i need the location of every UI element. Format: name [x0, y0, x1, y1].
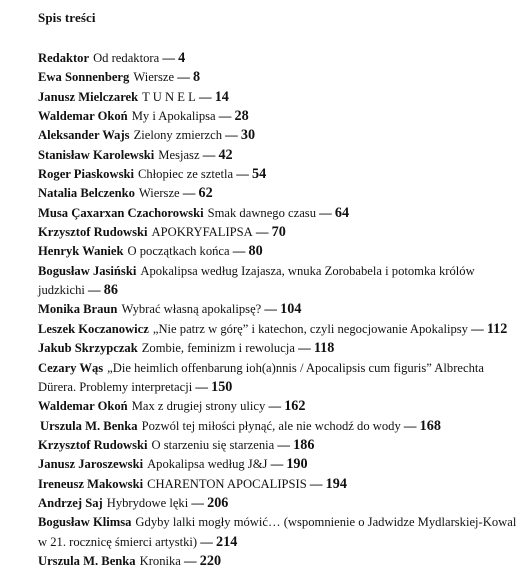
toc-entry-title: Kronika: [139, 553, 181, 568]
toc-entry-page-number: 80: [248, 243, 263, 260]
toc-entry-title: Mesjasz: [158, 147, 200, 162]
toc-entry: [38, 397, 522, 416]
toc-entry-author: Henryk Waniek: [38, 244, 124, 259]
toc-entry-dash: —: [400, 418, 420, 433]
toc-entry-dash: —: [174, 70, 193, 85]
toc-entry-author: Roger Piaskowski: [38, 167, 134, 182]
toc-entry-dash: —: [252, 225, 272, 240]
toc-entry-page-number: 28: [234, 108, 249, 125]
toc-entry-title: O początkach końca: [127, 244, 230, 259]
toc-entry-dash: —: [274, 437, 294, 452]
toc-entry-dash: —: [188, 495, 208, 510]
toc-entry: [38, 552, 522, 571]
toc-entry-author: Natalia Belczenko: [38, 186, 135, 201]
toc-heading: Spis treści: [38, 10, 96, 25]
toc-entry: [38, 455, 522, 474]
toc-entry-author: Urszula M. Benka: [40, 418, 138, 433]
toc-entry: [38, 223, 522, 242]
toc-entry-dash: —: [222, 128, 241, 143]
toc-entry-dash: —: [306, 476, 326, 491]
toc-entry-title: Od redaktora: [93, 51, 160, 65]
toc-entry-page-number: 4: [178, 50, 186, 66]
toc-entry-title: Wiersze: [138, 186, 180, 201]
toc-entry-page-number: 206: [207, 494, 229, 511]
toc-entry-title: My i Apokalipsa: [131, 109, 216, 124]
toc-entry-page-number: 214: [216, 533, 238, 550]
toc-entry-title: Wiersze: [133, 70, 175, 85]
toc-entry-page-number: 104: [280, 301, 302, 318]
toc-entry-dash: —: [192, 379, 212, 394]
toc-entry-author: Waldemar Okoń: [38, 399, 128, 414]
toc-entry-page-number: 30: [240, 127, 256, 144]
toc-entry-title: O starzeniu się starzenia: [151, 437, 275, 452]
toc-entry: [38, 320, 522, 339]
toc-entry-dash: —: [467, 321, 487, 336]
toc-entry-title: T U N E L: [142, 89, 196, 104]
toc-entry-dash: —: [265, 399, 285, 414]
toc-entry-title: Smak dawnego czasu: [207, 205, 317, 220]
toc-entry-title: „Die heimlich offenbarung ioh(a)nnis / Apocalipsis cum figuris” Albrechta Dürera. Problemy interpretacji: [38, 360, 484, 394]
toc-entry-author: Krzysztof Rudowski: [38, 225, 148, 240]
toc-entry: [38, 126, 522, 145]
toc-entry-page-number: 112: [486, 320, 508, 337]
toc-entry-page-number: 14: [214, 88, 229, 105]
toc-entry-title: Wybrać własną apokalipsę?: [121, 302, 262, 317]
toc-entry-author: Aleksander Wajs: [38, 128, 130, 143]
toc-entry: [38, 494, 522, 513]
toc-entry-page-number: 190: [286, 456, 308, 473]
toc-entry: [38, 184, 522, 203]
toc-entry-dash: —: [316, 205, 335, 220]
toc-entry-dash: —: [195, 89, 215, 104]
toc-entry-title: Apokalipsa według J&J: [147, 457, 268, 472]
toc-entry-dash: —: [233, 167, 252, 182]
toc-entry-author: Redaktor: [38, 51, 90, 65]
toc-entry-author: Ireneusz Makowski: [38, 476, 144, 491]
toc-entry-dash: —: [197, 534, 217, 549]
toc-entry-dash: —: [199, 147, 219, 162]
toc-entry-page-number: 118: [313, 340, 335, 357]
toc-entry-author: Janusz Mielczarek: [38, 89, 139, 104]
toc-entry-dash: —: [294, 341, 314, 356]
toc-entry: [38, 262, 522, 301]
toc-entry-author: Stanisław Karolewski: [38, 147, 155, 162]
toc-entry-author: Bogusław Klimsa: [38, 515, 132, 530]
toc-entry-dash: —: [180, 553, 200, 568]
toc-entry-title: CHARENTON APOCALIPSIS: [147, 476, 307, 491]
toc-entry-author: Waldemar Okoń: [38, 109, 128, 124]
toc-entry: [38, 359, 522, 398]
toc-entry-page-number: 86: [103, 282, 118, 299]
toc-entry-dash: —: [159, 51, 179, 65]
toc-entry-title: „Nie patrz w górę” i katechon, czyli negocjowanie Apokalipsy: [152, 321, 468, 336]
toc-entry: [38, 146, 522, 165]
toc-entry: [38, 436, 522, 455]
toc-entry: [38, 300, 522, 319]
toc-entry: [38, 339, 522, 358]
toc-entry: [38, 513, 522, 552]
toc-entry: [38, 68, 522, 87]
toc-entry-page-number: 220: [199, 552, 222, 569]
toc-entry: [38, 107, 522, 126]
toc-entry-title: Apokalipsa według Izajasza, wnuka Zorobabela i potomka królów judzkichi: [38, 263, 475, 298]
toc-entry-title: Pozwól tej miłości płynąć, ale nie wchodź do wody: [141, 418, 401, 433]
toc-entry-title: Zombie, feminizm i rewolucja: [141, 341, 295, 356]
toc-entry-author: Urszula M. Benka: [38, 553, 136, 568]
toc-entry-page-number: 186: [293, 436, 315, 453]
toc-entry: [38, 88, 522, 107]
toc-entry: [38, 475, 522, 494]
toc-entry-page-number: 70: [271, 224, 286, 241]
toc-entry-title: Zielony zmierzch: [133, 128, 223, 143]
toc-entry-author: Ewa Sonnenberg: [38, 70, 130, 85]
table-of-contents: [38, 9, 522, 571]
toc-entry-author: Cezary Wąs: [38, 360, 104, 375]
toc-entry-page-number: 8: [192, 69, 201, 86]
toc-entry-dash: —: [215, 109, 235, 124]
toc-entry-page-number: 62: [198, 185, 213, 202]
toc-entry-dash: —: [267, 457, 287, 472]
toc-entry-dash: —: [84, 283, 104, 298]
toc-entry: [38, 49, 522, 68]
toc-entry-author: Jakub Skrzypczak: [38, 341, 138, 356]
toc-entry-title: APOKRYFALIPSA: [151, 225, 253, 240]
toc-entry-page-number: 54: [252, 166, 267, 183]
toc-entry-title: Gdyby lalki mogły mówić… (wspomnienie o Jadwidze Mydlarskiej-Kowal w 21. rocznicę śmierci artystki): [38, 515, 517, 549]
toc-entry-author: Leszek Koczanowicz: [38, 321, 149, 336]
toc-entry: [38, 165, 522, 184]
toc-entry-author: Janusz Jaroszewski: [38, 457, 144, 472]
toc-entry-page-number: 64: [334, 204, 350, 221]
toc-entry-page-number: 162: [284, 398, 306, 415]
toc-entry-dash: —: [261, 302, 281, 317]
toc-entry-title: Max z drugiej strony ulicy: [131, 399, 266, 414]
toc-entry-page-number: 42: [218, 146, 233, 163]
toc-entry-dash: —: [179, 186, 199, 201]
toc-entry: [38, 242, 522, 261]
toc-entry-page-number: 168: [419, 417, 441, 434]
toc-list: [38, 49, 522, 571]
toc-entry-title: Chłopiec ze sztetla: [137, 167, 234, 182]
toc-entry-author: Musa Çaxarxan Czachorowski: [38, 205, 204, 220]
toc-entry-title: Hybrydowe lęki: [106, 495, 189, 510]
toc-entry-author: Andrzej Saj: [38, 495, 103, 510]
toc-entry-author: Monika Braun: [38, 302, 118, 317]
toc-entry-page-number: 150: [211, 378, 233, 395]
toc-entry-author: Krzysztof Rudowski: [38, 437, 148, 452]
toc-entry-page-number: 194: [325, 475, 347, 492]
toc-entry: [38, 417, 522, 436]
toc-entry-dash: —: [229, 244, 249, 259]
toc-entry: [38, 204, 522, 223]
toc-entry-author: Bogusław Jasiński: [38, 263, 137, 278]
